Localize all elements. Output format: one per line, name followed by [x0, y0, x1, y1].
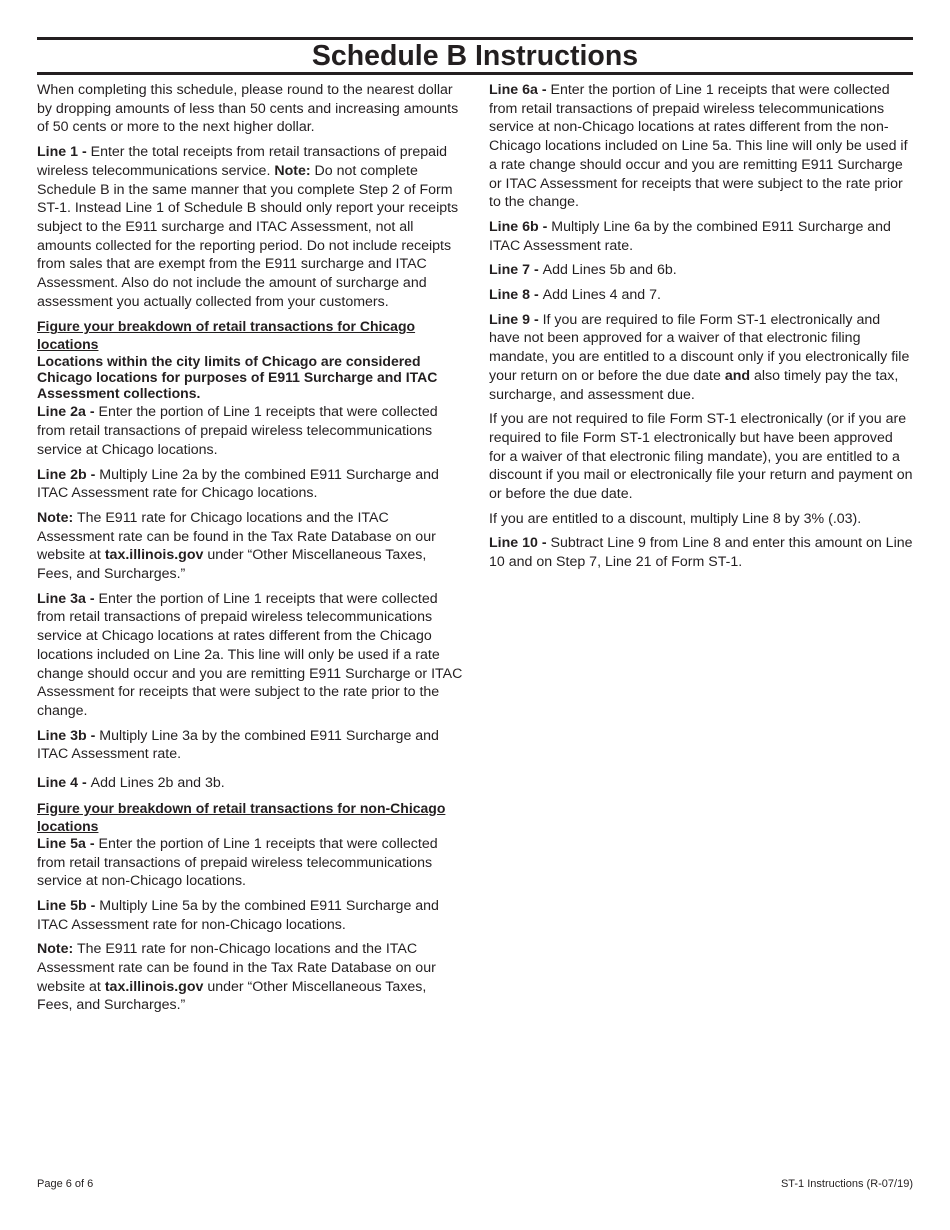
page — [37, 37, 913, 1021]
line-10-text: Subtract Line 9 from Line 8 and enter this amount on Line 10 and on Step 7, Line 21 of Form ST-1. — [489, 535, 913, 571]
line-10-paragraph — [489, 534, 913, 571]
note-text: The E911 rate for Chicago locations and the ITAC Assessment rate can be found in the Tax Rate Database on our website at — [37, 509, 436, 564]
line-6b-label: Line 6b - — [489, 218, 552, 235]
note-text: The E911 rate for non-Chicago locations and the ITAC Assessment rate can be found in the Tax Rate Database on our website at — [37, 941, 436, 995]
line-1-text: Enter the total receipts from retail transactions of prepaid wireless telecommunications service. — [37, 144, 448, 179]
non-chicago-section-heading: Figure your breakdown of retail transactions for non-Chicago locations — [37, 799, 446, 834]
line-10-label: Line 10 - — [489, 535, 551, 552]
line-8-paragraph — [489, 286, 913, 305]
chicago-section-heading: Figure your breakdown of retail transactions for Chicago locations — [37, 318, 416, 353]
line-9-text: If you are required to file Form ST-1 electronically and have not been approved for a waiver of that electronic filing mandate, you are entitled to a discount only if you electronically file your return on or before the due date — [489, 311, 910, 384]
line-5b-label: Line 5b - — [37, 897, 100, 914]
line-9-label: Line 9 - — [489, 311, 543, 328]
line-5a-paragraph — [37, 835, 465, 891]
emphasis-and: and — [724, 367, 751, 384]
intro-paragraph: When completing this schedule, please round to the nearest dollar by dropping amounts of less than 50 cents and increasing amounts of 50 cents or more to the next higher dollar. — [37, 82, 459, 136]
line-2a-paragraph — [37, 403, 465, 459]
line-6a-text: Enter the portion of Line 1 receipts that were collected from retail transactions of prepaid wireless telecommunications service at non-Chicago locations at rates different from the non-Chicago locations included on Line 5a. This line will only be used if a rate change should occur and you are remitting E911 Surcharge or ITAC Assessment for receipts that were subject to the rate prior to the change. — [489, 82, 908, 211]
form-revision: ST-1 Instructions (R-07/19) — [780, 1178, 913, 1190]
line-1-note-label: Note: — [274, 162, 311, 179]
line-3b-text: Multiply Line 3a by the combined E911 Surcharge and ITAC Assessment rate. — [37, 727, 439, 763]
line-2b-label: Line 2b - — [37, 466, 100, 483]
line-4-text: Add Lines 2b and 3b. — [90, 775, 225, 792]
line-6b-paragraph — [489, 218, 913, 255]
line-2b-paragraph — [37, 466, 465, 503]
non-chicago-rate-note — [37, 940, 465, 1015]
page-number: Page 6 of 6 — [37, 1178, 94, 1190]
page-title: Schedule B Instructions — [311, 40, 639, 72]
line-4-paragraph — [37, 774, 465, 793]
line-3a-label: Line 3a - — [37, 590, 99, 607]
discount-paragraph: If you are entitled to a discount, multiply Line 8 by 3% (.03). — [489, 510, 862, 527]
note-label: Note: — [37, 941, 74, 958]
line-6a-label: Line 6a - — [489, 82, 551, 98]
line-8-text: Add Lines 4 and 7. — [542, 287, 661, 304]
chicago-rate-note — [37, 509, 465, 584]
line-2a-text: Enter the portion of Line 1 receipts that were collected from retail transactions of prepaid wireless telecommunications service at Chicago locations. — [37, 404, 438, 458]
website-link: tax.illinois.gov — [104, 978, 204, 995]
line-5a-text: Enter the portion of Line 1 receipts that were collected from retail transactions of prepaid wireless telecommunications service at non-Chicago locations. — [37, 835, 438, 890]
not-required-paragraph: If you are not required to file Form ST-1 electronically (or if you are required to file Form ST-1 electronically but have been approved for a waiver of that electronic filing mandate), you are entitled to a discount if you mail or electronically file your return and payment on or before the due date. — [489, 411, 913, 503]
line-6b-text: Multiply Line 6a by the combined E911 Surcharge and ITAC Assessment rate. — [489, 218, 891, 254]
note-text-end: under “Other Miscellaneous Taxes, Fees, and Surcharges.” — [37, 547, 427, 583]
line-2b-text: Multiply Line 2a by the combined E911 Surcharge and ITAC Assessment rate for Chicago locations. — [37, 466, 439, 502]
note-text-end: under “Other Miscellaneous Taxes, Fees, and Surcharges.” — [37, 978, 427, 1014]
right-column — [489, 81, 913, 1021]
line-3b-paragraph — [37, 727, 465, 764]
line-8-label: Line 8 - — [489, 287, 543, 304]
line-1-label: Line 1 - — [37, 144, 91, 161]
line-5b-text: Multiply Line 5a by the combined E911 Surcharge and ITAC Assessment rate for non-Chicago locations. — [37, 897, 439, 933]
left-column — [37, 81, 465, 1021]
website-link: tax.illinois.gov — [104, 547, 204, 564]
line-3a-paragraph — [37, 590, 465, 721]
line-6a-paragraph — [489, 81, 913, 212]
line-9-paragraph — [489, 311, 913, 405]
chicago-definition: Locations within the city limits of Chicago are considered Chicago locations for purposes of E911 Surcharge and ITAC Assessment collections. — [37, 353, 438, 402]
line-9-text-end: also timely pay the tax, surcharge, and assessment due. — [489, 367, 899, 403]
line-2a-label: Line 2a - — [37, 404, 99, 421]
two-column-body — [37, 81, 913, 1021]
title-bottom-rule — [37, 72, 913, 75]
line-7-text: Add Lines 5b and 6b. — [542, 262, 677, 279]
line-5a-label: Line 5a - — [37, 835, 99, 852]
line-1-note-text: Do not complete Schedule B in the same manner that you complete Step 2 of Form ST-1. Instead Line 1 of Schedule B should only report your receipts subject to the E911 surcharge and ITAC Assessment, not all amounts collected for the reporting period. Do not include receipts from sales that are exempt from the E911 surcharge and ITAC Assessment. Also do not include the amount of surcharge and assessment you actually collected from your customers. — [37, 162, 459, 310]
line-1-paragraph — [37, 143, 465, 311]
line-7-label: Line 7 - — [489, 262, 543, 279]
line-5b-paragraph — [37, 897, 465, 934]
line-3a-text: Enter the portion of Line 1 receipts that were collected from retail transactions of prepaid wireless telecommunications service at Chicago locations at rates different from the Chicago locations included on Line 2a. This line will only be used if a rate change should occur and you are remitting E911 Surcharge or ITAC Assessment for receipts that were subject to the rate prior to the change. — [37, 590, 463, 719]
note-label: Note: — [37, 509, 74, 526]
line-4-label: Line 4 - — [37, 775, 91, 792]
line-3b-label: Line 3b - — [37, 727, 100, 744]
line-7-paragraph — [489, 261, 913, 280]
